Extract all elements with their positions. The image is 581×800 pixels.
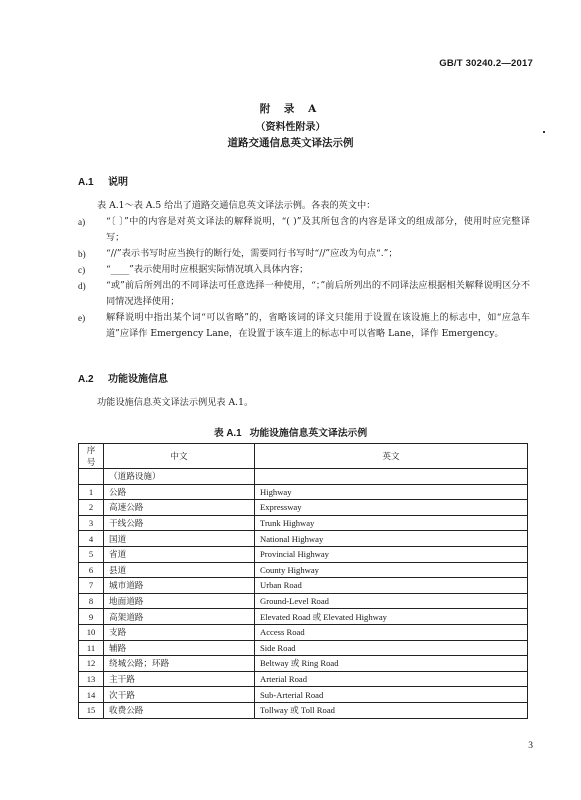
list-item-label: c) xyxy=(78,265,86,275)
page-number: 3 xyxy=(528,741,533,751)
annex-nature: （资料性附录） xyxy=(255,122,326,133)
list-item-label: b) xyxy=(78,249,86,259)
table-cell-no: 15 xyxy=(79,702,104,718)
header-zh: 中文 xyxy=(104,444,255,469)
table-row xyxy=(79,609,528,625)
table-cell-no: 4 xyxy=(79,531,104,547)
table-cell-category: （道路设施） xyxy=(104,469,255,485)
table-cell-no: 8 xyxy=(79,593,104,609)
list-item xyxy=(78,262,530,278)
table-cell-zh: 绕城公路；环路 xyxy=(104,656,255,672)
header-en: 英文 xyxy=(255,444,528,469)
table-row xyxy=(79,531,528,547)
list-item-text: “//”表示书写时应当换行的断行处，需要同行书写时“//”应改为句点“.”； xyxy=(106,248,398,259)
section-heading-a2 xyxy=(78,370,168,385)
table-row xyxy=(79,578,528,594)
table-cell-en: Beltway 或 Ring Road xyxy=(255,656,528,672)
table-cell-no: 13 xyxy=(79,671,104,687)
list-item-text: 解释说明中指出某个词“可以省略”的，省略该词的译文只能用于设置在该设施上的标志中，如“应急车道”应译作 Emergency Lane，在设置于该车道上的标志中可以省略 Lane，译作 Emergency。 xyxy=(106,312,530,339)
table-cell-zh: 公路 xyxy=(104,484,255,500)
table-cell-zh: 高架道路 xyxy=(104,609,255,625)
table-cell-en: Urban Road xyxy=(255,578,528,594)
table-cell-no: 10 xyxy=(79,624,104,640)
table-row xyxy=(79,671,528,687)
list-item-text: “〔 〕”中的内容是对英文译法的解释说明，“( )”及其所包含的内容是译文的组成部分，使用时应完整译写； xyxy=(106,216,530,243)
list-item-text: “____”表示使用时应根据实际情况填入具体内容； xyxy=(106,264,309,275)
table-caption-label: 表 A.1 xyxy=(213,428,242,439)
section-heading-a1 xyxy=(78,173,128,188)
list-item-label: d) xyxy=(78,281,86,291)
table-cell-zh: 主干路 xyxy=(104,671,255,687)
table-row xyxy=(79,687,528,703)
section-title: 功能设施信息 xyxy=(108,374,168,385)
table-cell-no xyxy=(79,469,104,485)
table-cell-en: Trunk Highway xyxy=(255,515,528,531)
table-row xyxy=(79,500,528,516)
list-item xyxy=(78,278,530,310)
table-row xyxy=(79,546,528,562)
intro-paragraph: 功能设施信息英文译法示例见表 A.1。 xyxy=(97,397,254,408)
table-cell-no: 7 xyxy=(79,578,104,594)
table-cell-en: County Highway xyxy=(255,562,528,578)
table-row xyxy=(79,562,528,578)
table-cell-en: Sub-Arterial Road xyxy=(255,687,528,703)
table-cell-en: Access Road xyxy=(255,624,528,640)
table-cell-en: Highway xyxy=(255,484,528,500)
section-number: A.2 xyxy=(78,374,94,385)
table-cell-no: 3 xyxy=(79,515,104,531)
list-item xyxy=(78,246,530,262)
table-cell-zh: 县道 xyxy=(104,562,255,578)
table-cell-no: 5 xyxy=(79,546,104,562)
standard-code: GB/T 30240.2—2017 xyxy=(439,58,533,69)
annex-title: 附 录 A xyxy=(259,103,322,115)
table-cell-zh: 收费公路 xyxy=(104,702,255,718)
table-cell-no: 1 xyxy=(79,484,104,500)
section-title: 说明 xyxy=(108,177,128,188)
table-cell-no: 11 xyxy=(79,640,104,656)
table-cell-zh: 省道 xyxy=(104,546,255,562)
table-row xyxy=(79,702,528,718)
list-item-label: e) xyxy=(78,313,86,323)
table-caption-title: 功能设施信息英文译法示例 xyxy=(249,428,368,439)
table-cell-en: Expressway xyxy=(255,500,528,516)
translation-table xyxy=(78,443,528,719)
table-row xyxy=(79,515,528,531)
table-cell-no: 9 xyxy=(79,609,104,625)
table-cell-no: 14 xyxy=(79,687,104,703)
table-cell-en: Elevated Road 或 Elevated Highway xyxy=(255,609,528,625)
table-row xyxy=(79,640,528,656)
table-cell-en: Provincial Highway xyxy=(255,546,528,562)
annex-subject: 道路交通信息英文译法示例 xyxy=(227,137,354,149)
table-row xyxy=(79,593,528,609)
table-cell-zh: 次干路 xyxy=(104,687,255,703)
table-cell-zh: 支路 xyxy=(104,624,255,640)
table-cell-no: 12 xyxy=(79,656,104,672)
table-cell-zh: 国道 xyxy=(104,531,255,547)
list-item-label: a) xyxy=(78,217,86,227)
table-cell-zh: 城市道路 xyxy=(104,578,255,594)
list-item xyxy=(78,214,530,246)
table-cell-en: Arterial Road xyxy=(255,671,528,687)
scan-speck xyxy=(543,131,545,133)
list-item xyxy=(78,310,530,342)
table-cell-zh: 地面道路 xyxy=(104,593,255,609)
table-header-row xyxy=(79,444,528,469)
intro-paragraph: 表 A.1～表 A.5 给出了道路交通信息英文译法示例。各表的英文中： xyxy=(97,200,376,211)
table-cell-zh: 辅路 xyxy=(104,640,255,656)
table-cell-en: Ground-Level Road xyxy=(255,593,528,609)
table-row xyxy=(79,484,528,500)
table-cell-no: 6 xyxy=(79,562,104,578)
table-row xyxy=(79,656,528,672)
table-cell-zh: 高速公路 xyxy=(104,500,255,516)
section-number: A.1 xyxy=(78,177,94,188)
list-item-text: “或”前后所列出的不同译法可任意选择一种使用，“；”前后所列出的不同译法应根据相关解释说明区分不同情况选择使用； xyxy=(106,280,530,307)
table-cell-no: 2 xyxy=(79,500,104,516)
table-row xyxy=(79,624,528,640)
table-cell-en: Side Road xyxy=(255,640,528,656)
header-no: 序号 xyxy=(79,444,104,469)
table-category-row xyxy=(79,469,528,485)
table-caption xyxy=(0,425,581,439)
table-cell-en: Tollway 或 Toll Road xyxy=(255,702,528,718)
table-cell-zh: 干线公路 xyxy=(104,515,255,531)
table-cell-en: National Highway xyxy=(255,531,528,547)
table-cell-en xyxy=(255,469,528,485)
